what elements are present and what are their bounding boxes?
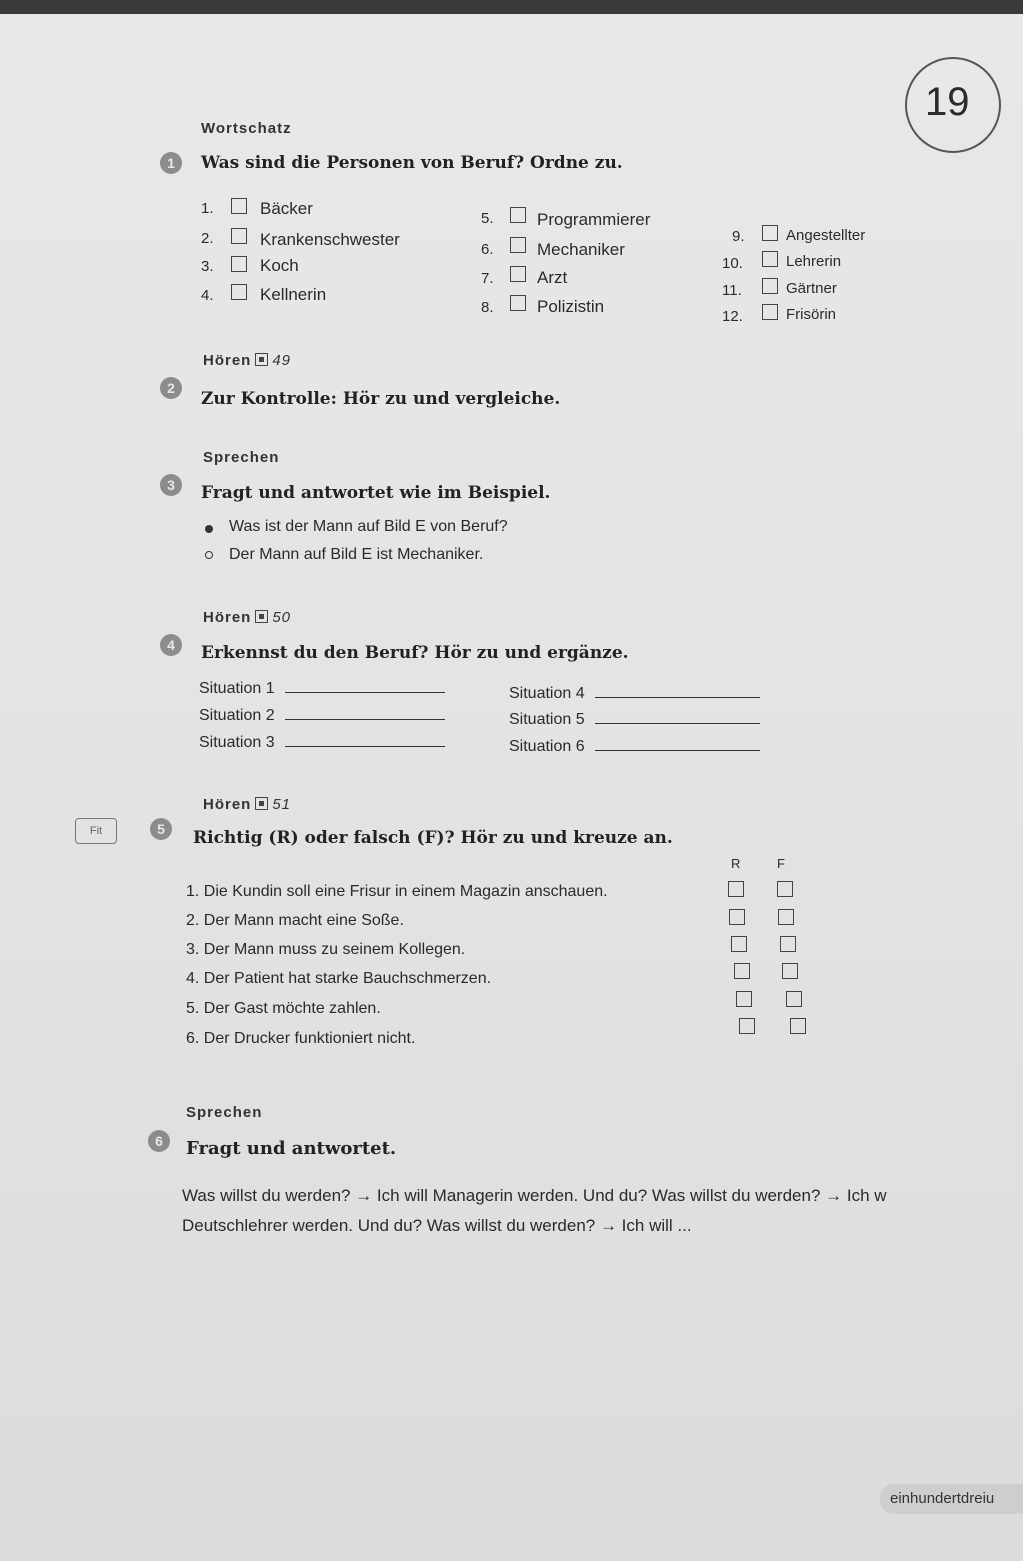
task-4-badge: 4 — [160, 634, 182, 656]
bullet-open-icon — [205, 551, 213, 559]
task-3-title: Fragt und antwortet wie im Beispiel. — [201, 483, 551, 503]
task-4-title: Erkennst du den Beruf? Hör zu und ergänze. — [201, 643, 629, 663]
task-6-line-1: Was willst du werden? → Ich will Managerin werden. Und du? Was willst du werden? → Ich w — [182, 1186, 887, 1205]
fit-badge: Fit — [75, 818, 117, 844]
audio-track-icon — [255, 797, 268, 810]
audio-track-icon — [255, 610, 268, 623]
item-number: 8. — [481, 299, 494, 316]
section-label-wortschatz: Wortschatz — [201, 120, 292, 137]
richtig-checkbox[interactable] — [734, 963, 750, 979]
falsch-checkbox[interactable] — [780, 936, 796, 952]
situation-label: Situation 4 — [509, 685, 585, 702]
example-question: Was ist der Mann auf Bild E von Beruf? — [229, 518, 508, 535]
track-number: 50 — [272, 609, 292, 626]
task-5-title: Richtig (R) oder falsch (F)? Hör zu und kreuze an. — [193, 828, 673, 848]
hoeren-label: Hören — [203, 796, 252, 813]
richtig-checkbox[interactable] — [739, 1018, 755, 1034]
section-label-hoeren — [203, 352, 291, 369]
item-number: 11. — [722, 282, 742, 299]
situation-2 — [199, 705, 445, 725]
task-3-badge: 3 — [160, 474, 182, 496]
item-word: Angestellter — [786, 227, 866, 244]
task-1-badge: 1 — [160, 152, 182, 174]
situation-4 — [509, 683, 760, 703]
richtig-checkbox[interactable] — [729, 909, 745, 925]
item-word: Lehrerin — [786, 253, 842, 270]
item-word: Kellnerin — [260, 285, 327, 304]
column-header-f: F — [777, 856, 785, 871]
richtig-checkbox[interactable] — [731, 936, 747, 952]
item-number: 12. — [722, 308, 743, 325]
audio-track-icon — [255, 353, 268, 366]
item-word: Gärtner — [786, 280, 837, 297]
item-number: 9. — [732, 228, 745, 245]
answer-blank[interactable] — [285, 678, 445, 693]
item-number: 2. — [201, 230, 214, 247]
section-label-sprechen: Sprechen — [186, 1104, 263, 1121]
match-checkbox[interactable] — [231, 256, 247, 272]
item-word: Frisörin — [786, 306, 837, 323]
falsch-checkbox[interactable] — [778, 909, 794, 925]
situation-1 — [199, 678, 445, 698]
item-number: 5. — [481, 210, 494, 227]
task-6-badge: 6 — [148, 1130, 170, 1152]
footer-page-word: einhundertdreiu — [890, 1490, 995, 1507]
answer-blank[interactable] — [285, 705, 445, 720]
column-header-r: R — [731, 856, 741, 871]
item-number: 4. — [201, 287, 214, 304]
falsch-checkbox[interactable] — [782, 963, 798, 979]
match-checkbox[interactable] — [762, 251, 778, 267]
task-5-badge: 5 — [150, 818, 172, 840]
falsch-checkbox[interactable] — [786, 991, 802, 1007]
item-word: Bäcker — [260, 199, 313, 218]
item-word: Polizistin — [537, 297, 605, 316]
hoeren-label: Hören — [203, 352, 252, 369]
answer-blank[interactable] — [285, 732, 445, 747]
statement-4: 4. Der Patient hat starke Bauchschmerzen. — [186, 970, 492, 987]
falsch-checkbox[interactable] — [790, 1018, 806, 1034]
situation-label: Situation 2 — [199, 707, 275, 724]
richtig-checkbox[interactable] — [728, 881, 744, 897]
situation-label: Situation 6 — [509, 738, 585, 755]
item-word: Koch — [260, 256, 299, 275]
match-checkbox[interactable] — [510, 266, 526, 282]
task-6-title: Fragt und antwortet. — [186, 1138, 397, 1159]
answer-blank[interactable] — [595, 683, 760, 698]
situation-label: Situation 3 — [199, 734, 275, 751]
match-checkbox[interactable] — [231, 228, 247, 244]
task-1-title: Was sind die Personen von Beruf? Ordne zu. — [201, 153, 623, 173]
item-number: 7. — [481, 270, 494, 287]
task-6-line-2: Deutschlehrer werden. Und du? Was willst du werden? → Ich will ... — [182, 1216, 692, 1235]
match-checkbox[interactable] — [762, 278, 778, 294]
statement-5: 5. Der Gast möchte zahlen. — [186, 1000, 381, 1017]
match-checkbox[interactable] — [231, 284, 247, 300]
falsch-checkbox[interactable] — [777, 881, 793, 897]
task-2-title: Zur Kontrolle: Hör zu und vergleiche. — [201, 389, 561, 409]
match-checkbox[interactable] — [762, 225, 778, 241]
answer-blank[interactable] — [595, 736, 760, 751]
situation-6 — [509, 736, 760, 756]
situation-label: Situation 1 — [199, 680, 275, 697]
section-label-sprechen: Sprechen — [203, 449, 280, 466]
richtig-checkbox[interactable] — [736, 991, 752, 1007]
situation-label: Situation 5 — [509, 711, 585, 728]
item-word: Programmierer — [537, 210, 651, 229]
answer-blank[interactable] — [595, 709, 760, 724]
item-number: 3. — [201, 258, 214, 275]
match-checkbox[interactable] — [510, 237, 526, 253]
page-number: 19 — [925, 80, 970, 124]
item-word: Arzt — [537, 268, 568, 287]
statement-1: 1. Die Kundin soll eine Frisur in einem Magazin anschauen. — [186, 883, 608, 900]
hoeren-label: Hören — [203, 609, 252, 626]
statement-6: 6. Der Drucker funktioniert nicht. — [186, 1030, 416, 1047]
match-checkbox[interactable] — [762, 304, 778, 320]
statement-2: 2. Der Mann macht eine Soße. — [186, 912, 404, 929]
section-label-hoeren — [203, 796, 291, 813]
example-answer: Der Mann auf Bild E ist Mechaniker. — [229, 546, 484, 563]
section-label-hoeren — [203, 609, 291, 626]
match-checkbox[interactable] — [510, 295, 526, 311]
item-number: 1. — [201, 200, 214, 217]
bullet-filled-icon — [205, 525, 213, 533]
task-2-badge: 2 — [160, 377, 182, 399]
item-number: 6. — [481, 241, 494, 258]
item-word: Krankenschwester — [260, 230, 400, 249]
situation-3 — [199, 732, 445, 752]
track-number: 49 — [272, 352, 292, 369]
situation-5 — [509, 709, 760, 729]
item-word: Mechaniker — [537, 240, 625, 259]
track-number: 51 — [272, 796, 292, 813]
item-number: 10. — [722, 255, 743, 272]
match-checkbox[interactable] — [510, 207, 526, 223]
statement-3: 3. Der Mann muss zu seinem Kollegen. — [186, 941, 466, 958]
match-checkbox[interactable] — [231, 198, 247, 214]
